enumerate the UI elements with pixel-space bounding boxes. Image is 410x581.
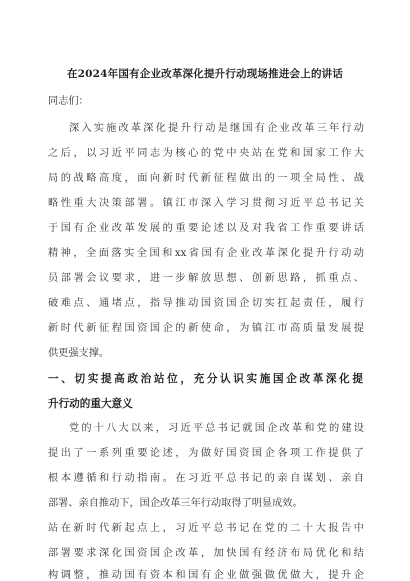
paragraph-line: 党的十八大以来，习近平总书记就国企改革和党的建设: [69, 423, 364, 434]
document-title: 在2024年国有企业改革深化提升行动现场推进会上的讲话: [66, 68, 344, 80]
paragraph-line: 之后，以习近平同志为核心的党中央站在党和国家工作大: [48, 148, 364, 159]
paragraph-line: 员部署会议要求，进一步解放思想、创新思路，抓重点、: [48, 273, 364, 284]
paragraph-line: 根本遵循和行动指南。在习近平总书记的亲自谋划、亲自: [48, 473, 364, 484]
paragraph-line: 于国有企业改革发展的重要论述以及对我省工作重要讲话: [48, 223, 364, 234]
paragraph-line: 局的战略高度，面向新时代新征程做出的一项全局性、战: [48, 173, 364, 184]
section-heading-line: 升行动的重大意义: [48, 398, 133, 410]
salutation: 同志们：: [48, 96, 89, 107]
paragraph-line: 精神，全面落实全国和xx省国有企业改革深化提升行动动: [48, 248, 364, 259]
paragraph-line: 提出了一系列重要论述，为做好国资国企各项工作提供了: [48, 448, 364, 459]
paragraph-line: 部署要求深化国资国企改革，加快国有经济布局优化和结: [48, 548, 364, 559]
paragraph-line: 构调整，推动国有资本和国有企业做强做优做大，提升企: [48, 570, 364, 581]
paragraph-line: 破难点、通堵点，指导推动国资国企切实扛起责任，履行: [48, 298, 364, 309]
paragraph-line: 新时代新征程国资国企的新使命，为镇江市高质量发展提: [48, 323, 364, 334]
paragraph-line: 站在新时代新起点上，习近平总书记在党的二十大报告中: [48, 523, 364, 534]
paragraph-line: 部署、亲自推动下，国企改革三年行动取得了明显成效。: [48, 498, 303, 509]
paragraph-line: 略性重大决策部署。镇江市深入学习贯彻习近平总书记关: [48, 198, 364, 209]
paragraph-line: 供更强支撑。: [48, 348, 110, 359]
paragraph-line: 深入实施改革深化提升行动是继国有企业改革三年行动: [69, 123, 364, 134]
section-heading-line: 一、切实提高政治站位，充分认识实施国企改革深化提: [48, 373, 363, 385]
